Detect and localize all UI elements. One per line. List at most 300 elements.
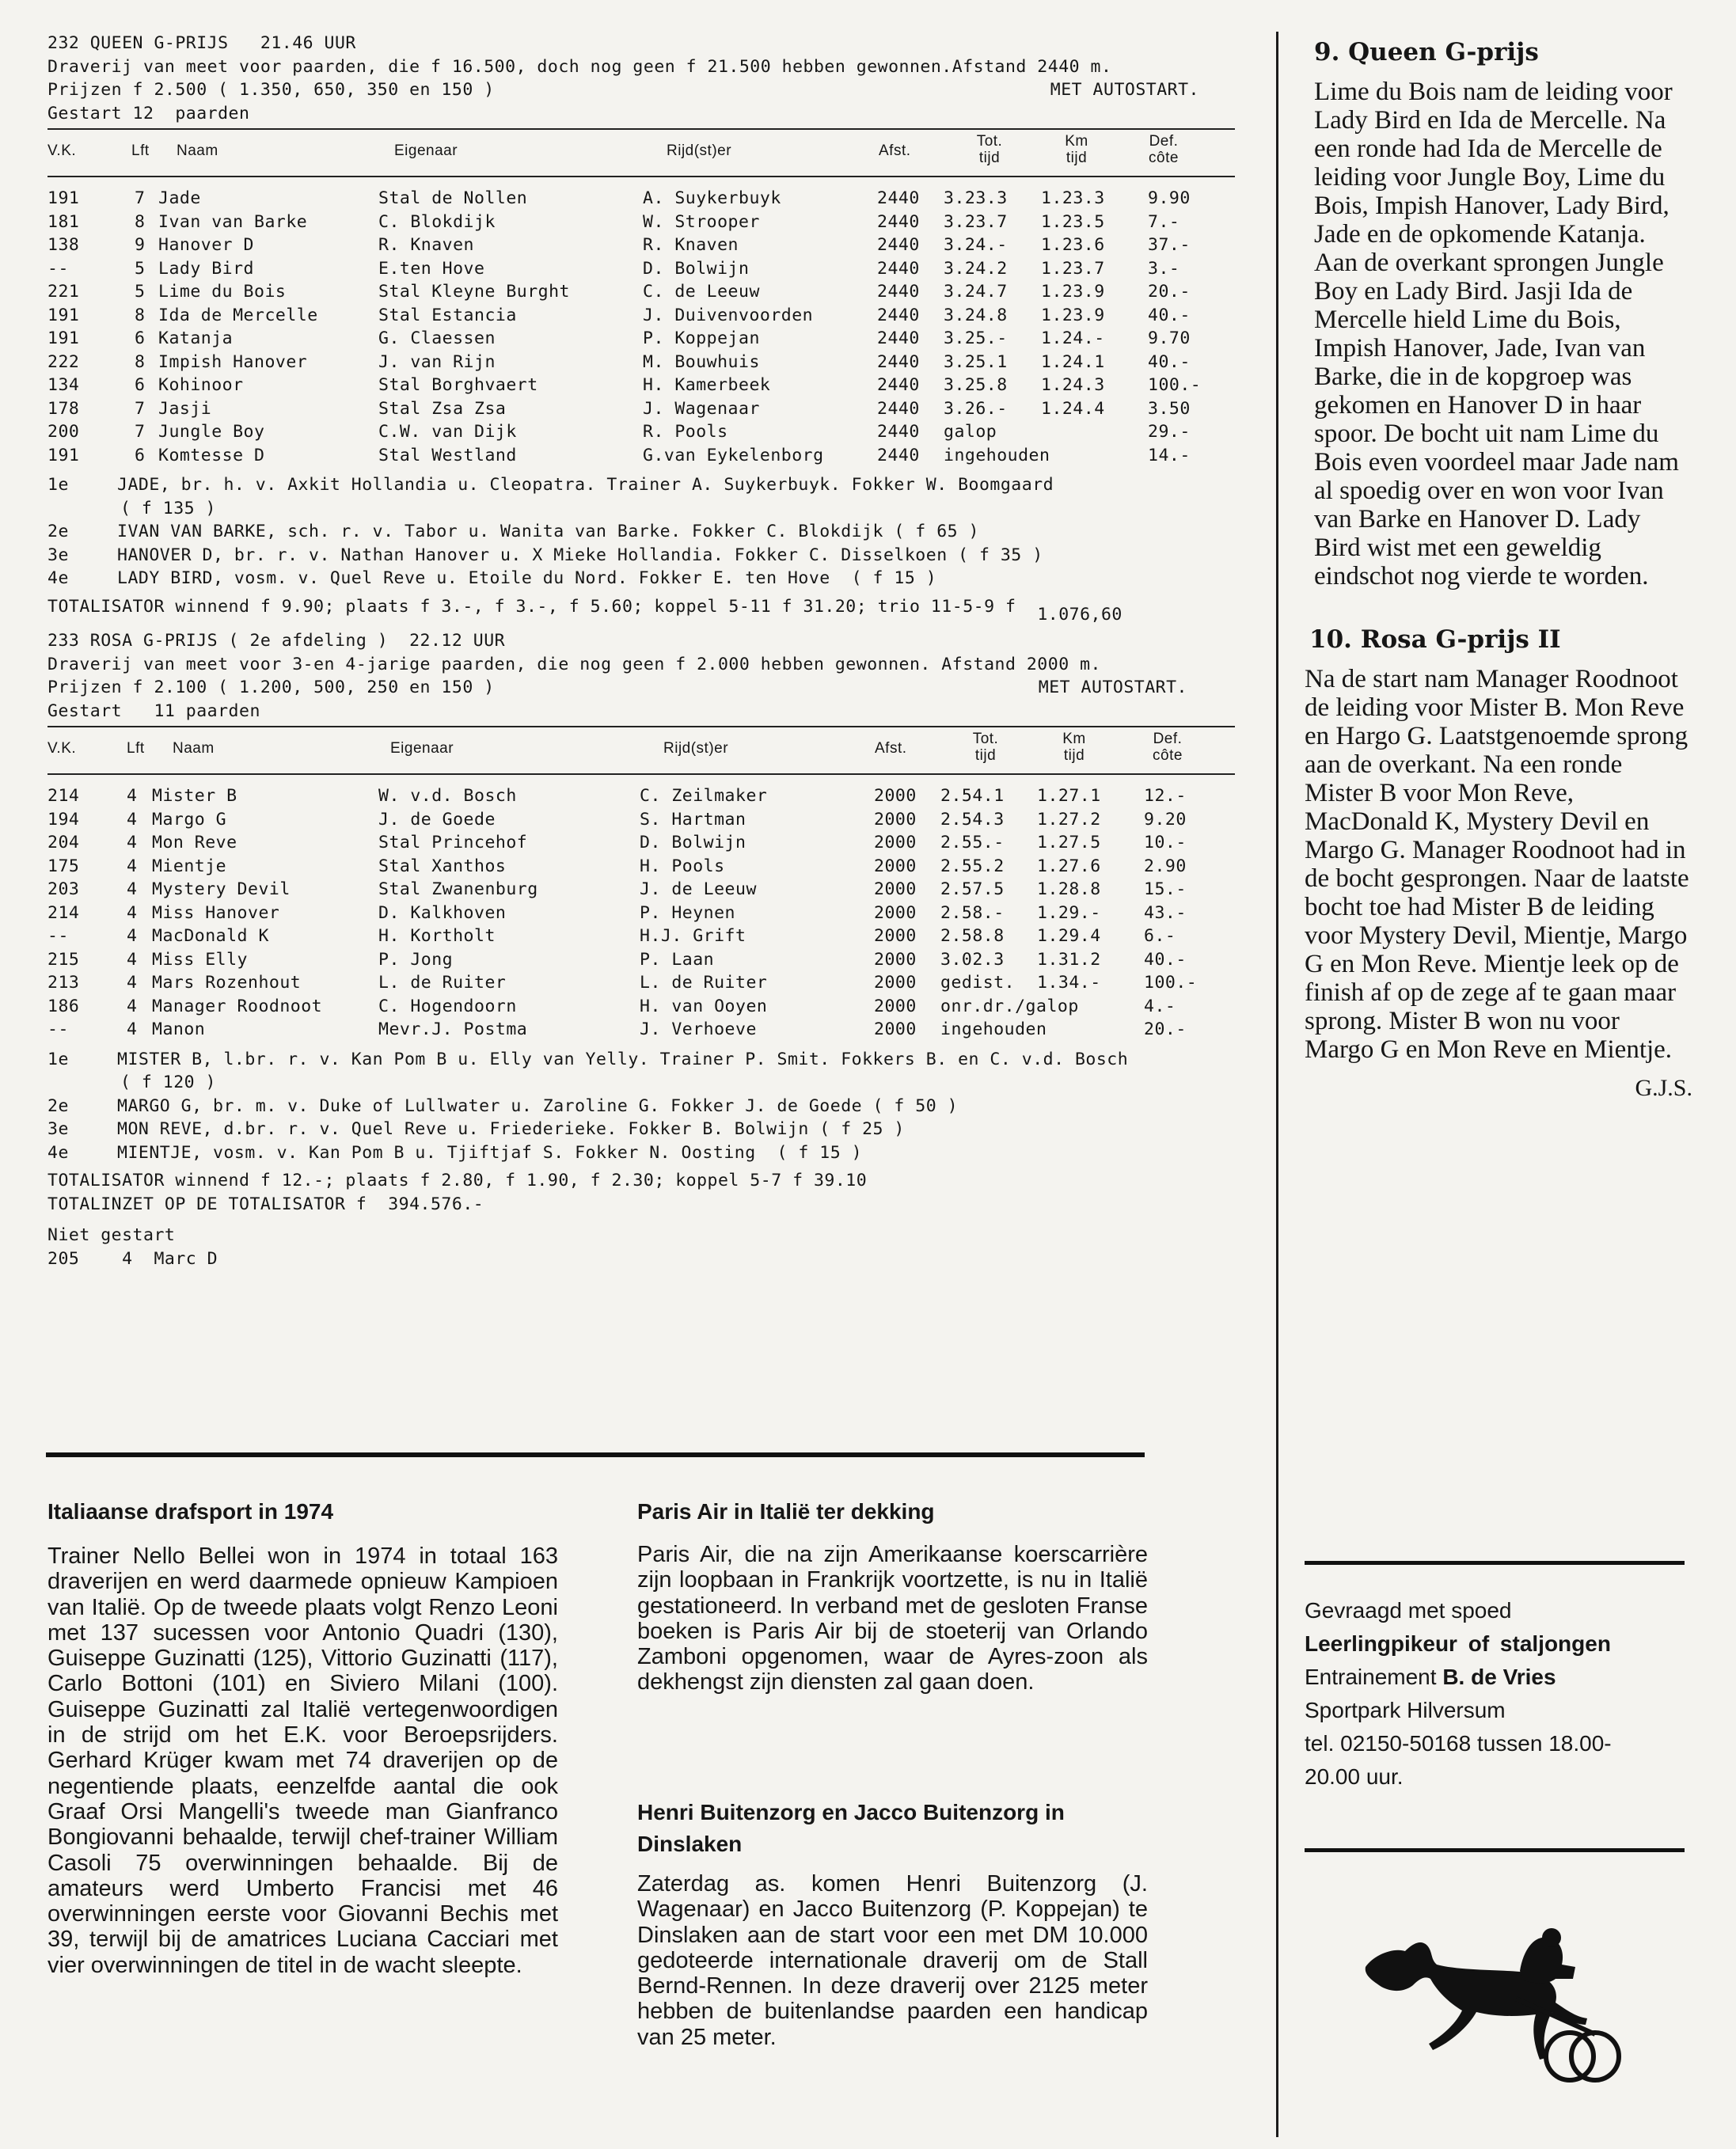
cell-rijder: H. Kamerbeek [643,375,771,395]
race-1-totalisator-text: TOTALISATOR winnend f 9.90; plaats f 3.-, f 3.-, f 5.60; koppel 5-11 f 31.20; trio 11-5-9 f [47,596,1016,617]
cell-vk: 175 [47,856,80,876]
cell-rijder: L. de Ruiter [640,973,768,993]
result-text: LADY BIRD, vosm. v. Quel Reve u. Etoile du Nord. Fokker E. ten Hove ( f 15 ) [117,568,937,588]
cell-afst: 2000 [874,949,917,970]
cell-def-cote: 100.- [1148,375,1202,395]
cell-afst: 2440 [877,445,920,465]
cell-def-cote: 9.20 [1144,809,1187,830]
cell-afst: 2000 [874,973,917,993]
cell-naam: Manon [152,1019,206,1039]
cell-lft: 5 [135,258,146,279]
cell-eigenaar: Stal Zwanenburg [378,879,538,899]
cell-afst: 2440 [877,328,920,348]
table-row [47,855,1235,879]
table-row [47,925,1235,948]
cell-def-cote: 2.90 [1144,856,1187,876]
race-2-table-header [47,726,1235,775]
cell-km-tijd: 1.23.9 [1041,282,1105,302]
cell-def-cote: 10.- [1144,833,1187,852]
race-1-description: Draverij van meet voor paarden, die f 16.500, doch nog geen f 21.500 hebben gewonnen.Afstand 2440 m. [47,56,1112,77]
cell-km-tijd: 1.24.- [1041,328,1105,348]
cell-tot-tijd: 3.23.7 [944,211,1008,232]
race-2-results [47,1048,1235,1165]
result-line [47,1071,1235,1095]
article-3-text: Zaterdag as. komen Henri Buitenzorg (J. Wagenaar) en Jacco Buitenzorg (P. Koppejan) te Dinslaken aan de start voor een met DM 10.000 gedoteerde internationale draverij om de Stall Bernd-Rennen. In deze draverij over 2125 meter hebben de buitenlandse paarden een handicap van 25 meter. [637,1871,1148,2050]
cell-vk: 214 [47,786,80,806]
cell-eigenaar: L. de Ruiter [378,973,507,993]
result-line [47,1048,1235,1072]
cell-lft: 4 [127,786,138,806]
cell-naam: Mister B [152,786,237,806]
result-text: JADE, br. h. v. Axkit Hollandia u. Cleopatra. Trainer A. Suykerbuyk. Fokker W. Boomgaard [117,475,1054,495]
cell-km-tijd: 1.27.2 [1037,809,1101,830]
cell-lft: 4 [127,856,138,876]
table-row [47,902,1235,925]
cell-km-tijd: 1.29.- [1037,902,1101,923]
ad-line-6: 20.00 uur. [1305,1764,1404,1789]
result-text: HANOVER D, br. r. v. Nathan Hanover u. X Mieke Hollandia. Fokker C. Disselkoen ( f 35 ) [117,545,1043,565]
cell-naam: Komtesse D [158,445,265,465]
cell-afst: 2440 [877,305,920,325]
cell-km-tijd: 1.23.3 [1041,188,1105,208]
cell-eigenaar: P. Jong [378,949,454,970]
article-italiaanse-drafsport [47,1496,558,1978]
cell-lft: 4 [127,833,138,852]
cell-lft: 4 [127,926,138,946]
race-1-autostart: MET AUTOSTART. [1050,80,1199,100]
cell-lft: 7 [135,422,146,442]
cell-lft: 4 [127,949,138,970]
cell-rijder: R. Pools [643,422,728,442]
cell-vk: 214 [47,902,80,923]
result-line [47,567,1235,590]
cell-afst: 2440 [877,422,920,442]
cell-def-cote: 3.50 [1148,398,1191,419]
race-2-autostart: MET AUTOSTART. [1038,678,1187,697]
cell-tot-tijd: ingehouden [940,1019,1047,1039]
race-2-started: Gestart 11 paarden [47,701,260,721]
report-2-title: 10. Rosa G-prijs II [1309,625,1561,654]
race-2-totalinzet: TOTALINZET OP DE TOTALISATOR f 394.576.- [47,1194,484,1214]
result-position: 1e [47,475,69,495]
cell-def-cote: 6.- [1144,926,1176,946]
cell-vk: 178 [47,398,80,419]
cell-def-cote: 20.- [1144,1019,1187,1039]
ad-line-2: Leerlingpikeur of staljongen [1305,1631,1611,1656]
cell-rijder: J. de Leeuw [640,879,757,899]
cell-rijder: W. Strooper [643,211,760,232]
classified-ad [1305,1594,1685,1794]
cell-tot-tijd: gedist. [940,973,1016,993]
col-eigenaar: Eigenaar [390,740,454,757]
cell-tot-tijd: ingehouden [944,445,1050,465]
race-1-started: Gestart 12 paarden [47,103,250,123]
cell-naam: Mystery Devil [152,879,291,899]
cell-naam: MacDonald K [152,926,269,946]
result-text: IVAN VAN BARKE, sch. r. v. Tabor u. Wanita van Barke. Fokker C. Blokdijk ( f 65 ) [117,522,979,541]
race-results [47,32,1235,1270]
cell-def-cote: 29.- [1148,422,1191,442]
table-row [47,831,1235,855]
cell-def-cote: 43.- [1144,902,1187,923]
race-2-niet-gestart-label: Niet gestart [47,1225,176,1245]
race-1-table-header [47,128,1235,177]
cell-eigenaar: G. Claessen [378,328,496,348]
table-row [47,971,1235,995]
cell-vk: 191 [47,445,80,465]
cell-afst: 2440 [877,211,920,232]
col-lft: Lft [131,142,150,159]
ad-line-5: tel. 02150-50168 tussen 18.00- [1305,1731,1612,1756]
cell-afst: 2000 [874,996,917,1016]
cell-rijder: M. Bouwhuis [643,351,760,372]
cell-naam: Lady Bird [158,258,254,279]
cell-def-cote: 40.- [1148,351,1191,372]
result-position: 2e [47,522,69,541]
cell-tot-tijd: 3.02.3 [940,949,1005,970]
cell-tot-tijd: 2.54.1 [940,786,1005,806]
cell-rijder: H. Pools [640,856,725,876]
col-lft: Lft [127,740,145,757]
table-row [47,280,1235,304]
cell-lft: 4 [127,809,138,830]
col-def-cote: côte [1153,747,1183,764]
cell-eigenaar: Stal Kleyne Burght [378,282,570,302]
col-def: Def. [1153,731,1183,747]
table-row [47,234,1235,257]
col-naam: Naam [173,740,215,757]
ad-bottom-rule [1305,1848,1685,1852]
cell-km-tijd: 1.34.- [1037,973,1101,993]
cell-vk: -- [47,258,69,279]
col-km-tijd: tijd [1063,747,1085,764]
cell-def-cote: 40.- [1144,949,1187,970]
table-row [47,187,1235,211]
cell-naam: Miss Hanover [152,902,280,923]
cell-vk: 221 [47,282,80,302]
ad-line-3-a: Entrainement [1305,1665,1443,1689]
ad-line-1: Gevraagd met spoed [1305,1598,1512,1623]
cell-tot-tijd: 2.54.3 [940,809,1005,830]
cell-vk: 200 [47,422,80,442]
table-row [47,374,1235,397]
cell-km-tijd: 1.24.4 [1041,398,1105,419]
col-naam: Naam [177,142,218,159]
race-2-niet-gestart: 205 4 Marc D [47,1248,218,1269]
table-row [47,327,1235,351]
race-1-heading [47,32,1235,125]
cell-afst: 2000 [874,786,917,806]
cell-rijder: D. Bolwijn [643,258,750,279]
result-position: 4e [47,568,69,588]
cell-vk: -- [47,1019,69,1039]
cell-eigenaar: J. de Goede [378,809,496,830]
cell-km-tijd: 1.23.6 [1041,235,1105,255]
cell-vk: 134 [47,375,80,395]
article-buitenzorg [637,1797,1148,2050]
cell-naam: Miss Elly [152,949,248,970]
col-afst: Afst. [879,142,911,159]
table-row [47,257,1235,281]
cell-eigenaar: Stal Zsa Zsa [378,398,507,419]
cell-vk: 191 [47,305,80,325]
cell-def-cote: 100.- [1144,973,1198,993]
cell-rijder: G.van Eykelenborg [643,445,824,465]
cell-km-tijd: 1.29.4 [1037,926,1101,946]
cell-lft: 6 [135,445,146,465]
cell-tot-tijd: 2.58.- [940,902,1005,923]
table-row [47,211,1235,234]
race-1-trio-amount: 1.076,60 [1037,604,1123,625]
cell-vk: 222 [47,351,80,372]
cell-tot-tijd: 3.25.- [944,328,1008,348]
col-tot: Tot. [972,731,999,747]
article-3-title: Henri Buitenzorg en Jacco Buitenzorg in Dinslaken [637,1800,1065,1856]
result-position: 3e [47,1119,69,1139]
result-text: MIENTJE, vosm. v. Kan Pom B u. Tjiftjaf S. Fokker N. Oosting ( f 15 ) [117,1142,863,1163]
cell-rijder: J. Verhoeve [640,1019,757,1039]
result-position: 2e [47,1095,69,1116]
cell-lft: 8 [135,211,146,232]
col-tot-tijd: tijd [978,150,1001,166]
cell-def-cote: 9.90 [1148,188,1191,208]
cell-tot-tijd: 3.24.7 [944,282,1008,302]
cell-naam: Jade [158,188,201,208]
col-tot-tijd: tijd [974,747,997,764]
article-2-title: Paris Air in Italië ter dekking [637,1499,935,1524]
cell-rijder: C. de Leeuw [643,282,760,302]
col-tot: Tot. [976,133,1003,150]
cell-eigenaar: C.W. van Dijk [378,422,517,442]
cell-km-tijd: 1.31.2 [1037,949,1101,970]
cell-lft: 9 [135,235,146,255]
cell-eigenaar: Stal de Nollen [378,188,528,208]
cell-afst: 2000 [874,856,917,876]
cell-naam: Mars Rozenhout [152,973,302,993]
cell-vk: 191 [47,188,80,208]
cell-naam: Mon Reve [152,833,237,852]
cell-def-cote: 14.- [1148,445,1191,465]
cell-rijder: J. Wagenaar [643,398,760,419]
cell-tot-tijd: 3.24.2 [944,258,1008,279]
ad-line-3-b: B. de Vries [1442,1665,1556,1689]
cell-tot-tijd: 3.24.8 [944,305,1008,325]
cell-vk: 203 [47,879,80,899]
table-row [47,878,1235,902]
cell-tot-tijd: 3.24.- [944,235,1008,255]
cell-rijder: R. Knaven [643,235,739,255]
cell-rijder: H. van Ooyen [640,996,768,1016]
article-2-text: Paris Air, die na zijn Amerikaanse koerscarrière zijn loopbaan in Frankrijk voortzette, is nu in Italië gestationeerd. In verband met de gesloten Franse boeken is Paris Air bij de stoeterij van Orlando Zamboni opgenomen, waar de Ayres-zoon als dekhengst zijn diensten zal gaan doen. [637,1542,1148,1695]
cell-tot-tijd: galop [944,422,997,442]
ad-line-3 [1305,1661,1685,1694]
cell-eigenaar: Stal Princehof [378,833,528,852]
cell-afst: 2000 [874,833,917,852]
cell-def-cote: 15.- [1144,879,1187,899]
article-1-title: Italiaanse drafsport in 1974 [47,1499,334,1524]
cell-naam: Impish Hanover [158,351,308,372]
cell-afst: 2440 [877,188,920,208]
cell-lft: 4 [127,902,138,923]
cell-def-cote: 9.70 [1148,328,1191,348]
cell-lft: 7 [135,398,146,419]
cell-naam: Mientje [152,856,227,876]
cell-km-tijd: 1.23.9 [1041,305,1105,325]
table-row [47,397,1235,421]
cell-lft: 8 [135,305,146,325]
cell-eigenaar: H. Kortholt [378,926,496,946]
cell-naam: Lime du Bois [158,282,287,302]
cell-afst: 2440 [877,258,920,279]
result-text: MARGO G, br. m. v. Duke of Lullwater u. Zaroline G. Fokker J. de Goede ( f 50 ) [117,1095,959,1116]
result-position: 3e [47,545,69,565]
cell-afst: 2440 [877,235,920,255]
harness-racing-horse-icon [1358,1923,1635,2090]
cell-rijder: P. Koppejan [643,328,760,348]
cell-naam: Katanja [158,328,234,348]
cell-naam: Ida de Mercelle [158,305,318,325]
cell-afst: 2000 [874,1019,917,1039]
column-divider [1276,32,1278,2137]
cell-eigenaar: Stal Westland [378,445,517,465]
col-km: Km [1062,731,1086,747]
cell-naam: Margo G [152,809,227,830]
article-paris-air [637,1496,1148,1695]
cell-km-tijd: 1.24.3 [1041,375,1105,395]
cell-tot-tijd: 2.55.- [940,833,1005,852]
race-2-description: Draverij van meet voor 3-en 4-jarige paarden, die nog geen f 2.000 hebben gewonnen. Afstand 2000 m. [47,654,1101,674]
cell-tot-tijd: 3.23.3 [944,188,1008,208]
cell-km-tijd: 1.28.8 [1037,879,1101,899]
cell-km-tijd: 1.23.5 [1041,211,1105,232]
cell-vk: 138 [47,235,80,255]
col-km-tijd: tijd [1066,150,1088,166]
cell-eigenaar: C. Hogendoorn [378,996,517,1016]
result-line [47,520,1235,544]
table-row [47,948,1235,972]
section-divider [46,1452,1145,1457]
cell-rijder: J. Duivenvoorden [643,305,814,325]
report-1-title: 9. Queen G-prijs [1314,38,1539,66]
table-row [47,351,1235,374]
cell-afst: 2000 [874,902,917,923]
report-signature: G.J.S. [1635,1075,1692,1101]
cell-afst: 2000 [874,926,917,946]
cell-naam: Ivan van Barke [158,211,308,232]
cell-tot-tijd: 2.58.8 [940,926,1005,946]
cell-tot-tijd: 2.55.2 [940,856,1005,876]
result-line [47,497,1235,521]
race-2-totalisator: TOTALISATOR winnend f 12.-; plaats f 2.80, f 1.90, f 2.30; koppel 5-7 f 39.10 [47,1171,868,1190]
table-row [47,784,1235,808]
col-eigenaar: Eigenaar [394,142,458,159]
cell-km-tijd: 1.27.5 [1037,833,1101,852]
col-km: Km [1065,133,1088,150]
result-line [47,1141,1235,1165]
article-1-text: Trainer Nello Bellei won in 1974 in totaal 163 draverijen en werd daarmede opnieuw Kampioen van Italië. Op de tweede plaats volgt Renzo Leoni met 137 sucessen voor Antonio Quadri (130), Guiseppe Guzinatti (125), Vittorio Guzinatti (117), Carlo Bottoni (101) en Siviero Milani (100). Guiseppe Guzinatti zal Italië vertegenwoordigen in de strijd om het E.K. voor Beroepsrijders. Gerhard Krüger kwam met 74 draverijen op de negentiende plaats, eenzelfde aantal die ook Graaf Orsi Mangelli's tweede man Gianfranco Bongiovanni behaalde, terwijl chef-trainer William Casoli 75 overwinningen behaalde. Bij de amateurs werd Umberto Francisi met 46 overwinningen eerste voor Giovanni Bechis met 39, terwijl bij de amatrices Luciana Cacciari met vier overwinningen de titel in de wacht sleepte. [47,1543,558,1978]
result-text: MISTER B, l.br. r. v. Kan Pom B u. Elly van Yelly. Trainer P. Smit. Fokkers B. en C. v.d. Bosch [117,1049,1129,1069]
cell-vk: 186 [47,996,80,1016]
cell-def-cote: 4.- [1144,996,1176,1016]
cell-lft: 4 [127,1019,138,1039]
cell-eigenaar: D. Kalkhoven [378,902,507,923]
col-vk: V.K. [47,142,77,159]
cell-vk: -- [47,926,69,946]
result-position: 4e [47,1142,69,1163]
cell-eigenaar: J. van Rijn [378,351,496,372]
col-afst: Afst. [875,740,907,757]
cell-rijder: S. Hartman [640,809,746,830]
cell-naam: Kohinoor [158,375,244,395]
cell-tot-tijd: 3.25.1 [944,351,1008,372]
race-report [1305,38,1692,1102]
race-2-title: 233 ROSA G-PRIJS ( 2e afdeling ) 22.12 UUR [47,631,506,651]
race-1-table-body [47,187,1235,467]
cell-km-tijd: 1.27.6 [1037,856,1101,876]
cell-lft: 4 [127,973,138,993]
cell-afst: 2440 [877,398,920,419]
result-line [47,544,1235,568]
result-text: MON REVE, d.br. r. v. Quel Reve u. Friederieke. Fokker B. Bolwijn ( f 25 ) [117,1119,905,1139]
ad-top-rule [1305,1561,1685,1565]
cell-eigenaar: Stal Estancia [378,305,517,325]
cell-tot-tijd: 2.57.5 [940,879,1005,899]
cell-rijder: D. Bolwijn [640,833,746,852]
cell-tot-tijd: onr.dr./galop [940,996,1079,1016]
result-text: ( f 120 ) [120,1073,216,1092]
cell-vk: 181 [47,211,80,232]
ad-line-4: Sportpark Hilversum [1305,1698,1506,1722]
cell-eigenaar: E.ten Hove [378,258,485,279]
cell-lft: 8 [135,351,146,372]
cell-eigenaar: Mevr.J. Postma [378,1019,528,1039]
cell-naam: Hanover D [158,235,254,255]
cell-km-tijd: 1.23.7 [1041,258,1105,279]
cell-afst: 2440 [877,351,920,372]
cell-def-cote: 7.- [1148,211,1180,232]
race-1-title: 232 QUEEN G-PRIJS 21.46 UUR [47,33,356,53]
race-2-heading [47,629,1235,723]
cell-def-cote: 40.- [1148,305,1191,325]
cell-eigenaar: W. v.d. Bosch [378,786,517,806]
cell-eigenaar: Stal Xanthos [378,856,507,876]
cell-lft: 6 [135,328,146,348]
result-position: 1e [47,1049,69,1069]
cell-lft: 4 [127,996,138,1016]
race-2-prizes: Prijzen f 2.100 ( 1.200, 500, 250 en 150 ) [47,678,495,697]
cell-naam: Manager Roodnoot [152,996,323,1016]
result-text: ( f 135 ) [120,498,216,518]
report-2-text: Na de start nam Manager Roodnoot de leiding voor Mister B. Mon Reve en Hargo G. Laatstgenoemde sprong aan de overkant. Na een ronde Mister B voor Mon Reve, MacDonald K, Mystery Devil en Margo G. Manager Roodnoot had in de bocht gesprongen. Naar de laatste bocht toe had Mister B de leiding voor Mystery Devil, Mientje, Margo G en Mon Reve. Mientje leek op de finish af op de zege af te gaan maar sprong. Mister B won nu voor Margo G en Mon Reve en Mientje. [1305,665,1689,1064]
cell-afst: 2000 [874,809,917,830]
cell-eigenaar: R. Knaven [378,235,474,255]
cell-def-cote: 37.- [1148,235,1191,255]
result-line [47,1118,1235,1141]
cell-km-tijd: 1.24.1 [1041,351,1105,372]
cell-rijder: C. Zeilmaker [640,786,768,806]
cell-afst: 2000 [874,879,917,899]
cell-rijder: H.J. Grift [640,926,746,946]
cell-def-cote: 20.- [1148,282,1191,302]
cell-tot-tijd: 3.25.8 [944,375,1008,395]
cell-def-cote: 3.- [1148,258,1180,279]
cell-rijder: P. Heynen [640,902,735,923]
cell-vk: 194 [47,809,80,830]
cell-lft: 5 [135,282,146,302]
cell-naam: Jasji [158,398,212,419]
col-def: Def. [1149,133,1179,150]
cell-lft: 6 [135,375,146,395]
